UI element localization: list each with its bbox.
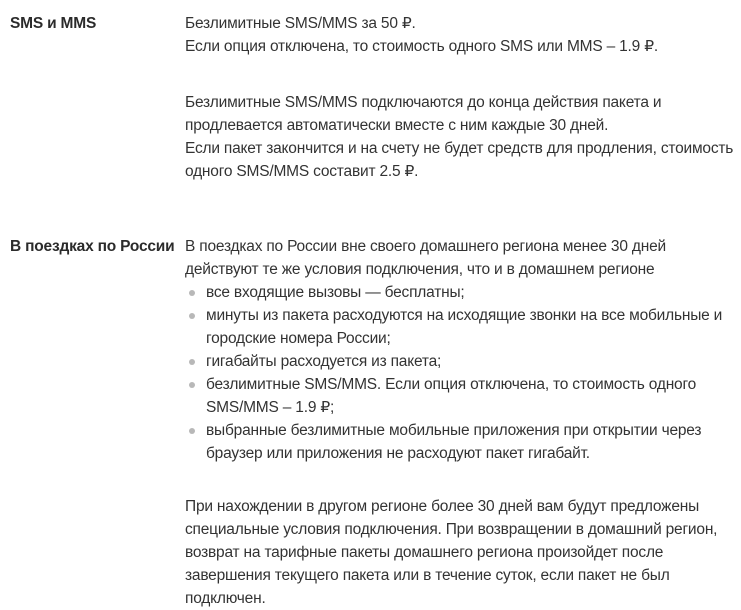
bullet-item	[185, 281, 737, 304]
paragraph-line: Безлимитные SMS/MMS подключаются до конца действия пакета и продлевается автоматически вместе с ним каждые 30 дней.	[185, 94, 662, 134]
bullet-item	[185, 350, 737, 373]
bullet-text: все входящие вызовы — бесплатны;	[206, 284, 465, 301]
outro-paragraph: При нахождении в другом регионе более 30 дней вам будут предложены специальные условия подключения. При возвращении в домашний регион, возврат на тарифные пакеты домашнего региона произойдет после завершения текущего пакета или в течение суток, если пакет не был подключен.	[185, 498, 718, 607]
paragraph-line: Безлимитные SMS/MMS за 50 ₽.	[185, 15, 416, 32]
paragraph	[185, 91, 737, 183]
bullet-dot-icon	[189, 428, 195, 434]
section-sms-mms	[10, 12, 741, 183]
bullet-dot-icon	[189, 359, 195, 365]
bullet-item	[185, 419, 737, 465]
section-content-travel-russia	[185, 235, 737, 610]
bullet-text: безлимитные SMS/MMS. Если опция отключена, то стоимость одного SMS/MMS – 1.9 ₽;	[206, 376, 697, 416]
section-label-sms-mms: SMS и MMS	[10, 15, 97, 32]
section-travel-russia	[10, 235, 741, 610]
bullet-item	[185, 373, 737, 419]
bullet-dot-icon	[189, 382, 195, 388]
bullet-dot-icon	[189, 313, 195, 319]
paragraph-line: Если пакет закончится и на счету не будет средств для продления, стоимость одного SMS/MMS составит 2.5 ₽.	[185, 140, 734, 180]
paragraph-line: Если опция отключена, то стоимость одного SMS или MMS – 1.9 ₽.	[185, 38, 658, 55]
section-label-travel-russia: В поездках по России	[10, 238, 175, 255]
bullet-text: выбранные безлимитные мобильные приложения при открытии через браузер или приложения не расходуют пакет гигабайт.	[206, 422, 702, 462]
section-content-sms-mms	[185, 12, 737, 183]
bullet-text: минуты из пакета расходуются на исходящие звонки на все мобильные и городские номера России;	[206, 307, 723, 347]
paragraph	[185, 12, 737, 58]
bullet-list	[185, 281, 737, 465]
bullet-item	[185, 304, 737, 350]
bullet-dot-icon	[189, 290, 195, 296]
bullet-text: гигабайты расходуется из пакета;	[206, 353, 442, 370]
intro-paragraph: В поездках по России вне своего домашнего региона менее 30 дней действуют те же условия подключения, что и в домашнем регионе	[185, 238, 666, 278]
